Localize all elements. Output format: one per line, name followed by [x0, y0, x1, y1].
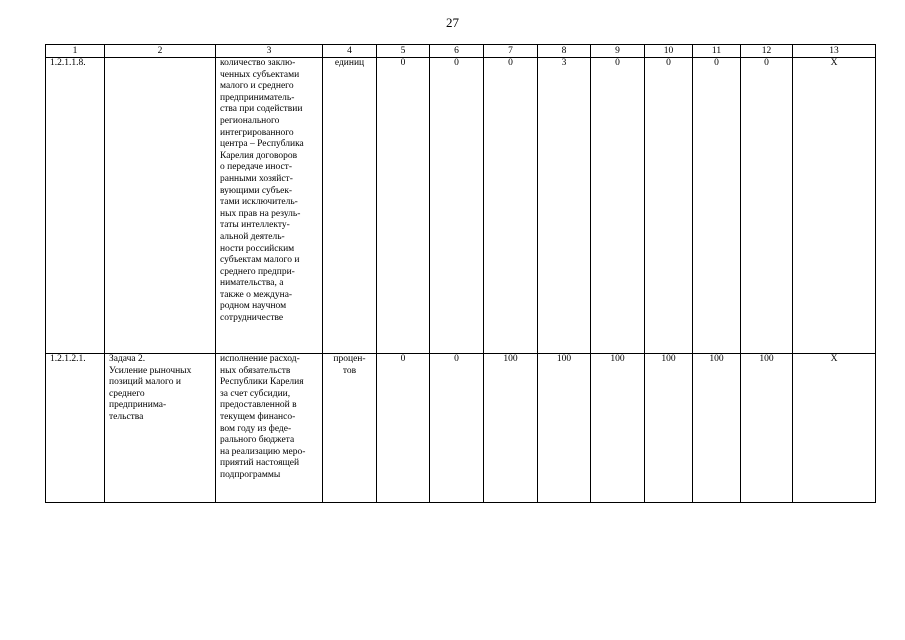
row-unit: единиц: [323, 58, 377, 354]
row-value: 0: [741, 58, 793, 354]
header-cell: 9: [591, 45, 645, 58]
row-value: 100: [591, 354, 645, 503]
row-code: 1.2.1.1.8.: [46, 58, 105, 354]
table-row: [46, 58, 876, 354]
row-value: 100: [693, 354, 741, 503]
row-task: [105, 58, 216, 354]
row-value: 100: [645, 354, 693, 503]
row-value: 0: [377, 58, 430, 354]
row-unit: процен- тов: [323, 354, 377, 503]
row-value: 0: [484, 58, 538, 354]
header-cell: 7: [484, 45, 538, 58]
row-value: 0: [591, 58, 645, 354]
header-cell: 12: [741, 45, 793, 58]
row-value: 3: [538, 58, 591, 354]
row-value: 0: [645, 58, 693, 354]
row-value: 100: [538, 354, 591, 503]
header-cell: 11: [693, 45, 741, 58]
row-code: 1.2.1.2.1.: [46, 354, 105, 503]
header-cell: 10: [645, 45, 693, 58]
header-cell: 6: [430, 45, 484, 58]
row-value: 0: [430, 354, 484, 503]
row-indicator: количество заклю- ченных субъектами малого и среднего предприниматель- ства при содействии регионального интегрированного центра – Республика Карелия договоров о передаче иност- ранными хозяйст- вующими субъек- тами исключитель- ных прав на резуль- таты интеллекту- альной деятель- ности российским субъектам малого и среднего предпри- нимательства, а также о междуна- родном научном сотрудничестве: [216, 58, 323, 354]
header-cell: 8: [538, 45, 591, 58]
row-task: Задача 2. Усиление рыночных позиций малого и среднего предпринима- тельства: [105, 354, 216, 503]
header-row: [46, 45, 876, 58]
header-cell: 5: [377, 45, 430, 58]
indicators-table: [45, 44, 876, 503]
row-note: Х: [793, 354, 876, 503]
header-cell: 1: [46, 45, 105, 58]
header-cell: 3: [216, 45, 323, 58]
row-value: 0: [377, 354, 430, 503]
header-cell: 13: [793, 45, 876, 58]
page-number: 27: [446, 15, 459, 30]
table-row: [46, 354, 876, 503]
row-note: Х: [793, 58, 876, 354]
row-value: 0: [430, 58, 484, 354]
row-value: 100: [484, 354, 538, 503]
row-value: 0: [693, 58, 741, 354]
header-cell: 2: [105, 45, 216, 58]
header-cell: 4: [323, 45, 377, 58]
row-indicator: исполнение расход- ных обязательств Республики Карелия за счет субсидии, предоставленной в текущем финансо- вом году из феде- рального бюджета на реализацию меро- приятий настоящей подпрограммы: [216, 354, 323, 503]
row-value: 100: [741, 354, 793, 503]
